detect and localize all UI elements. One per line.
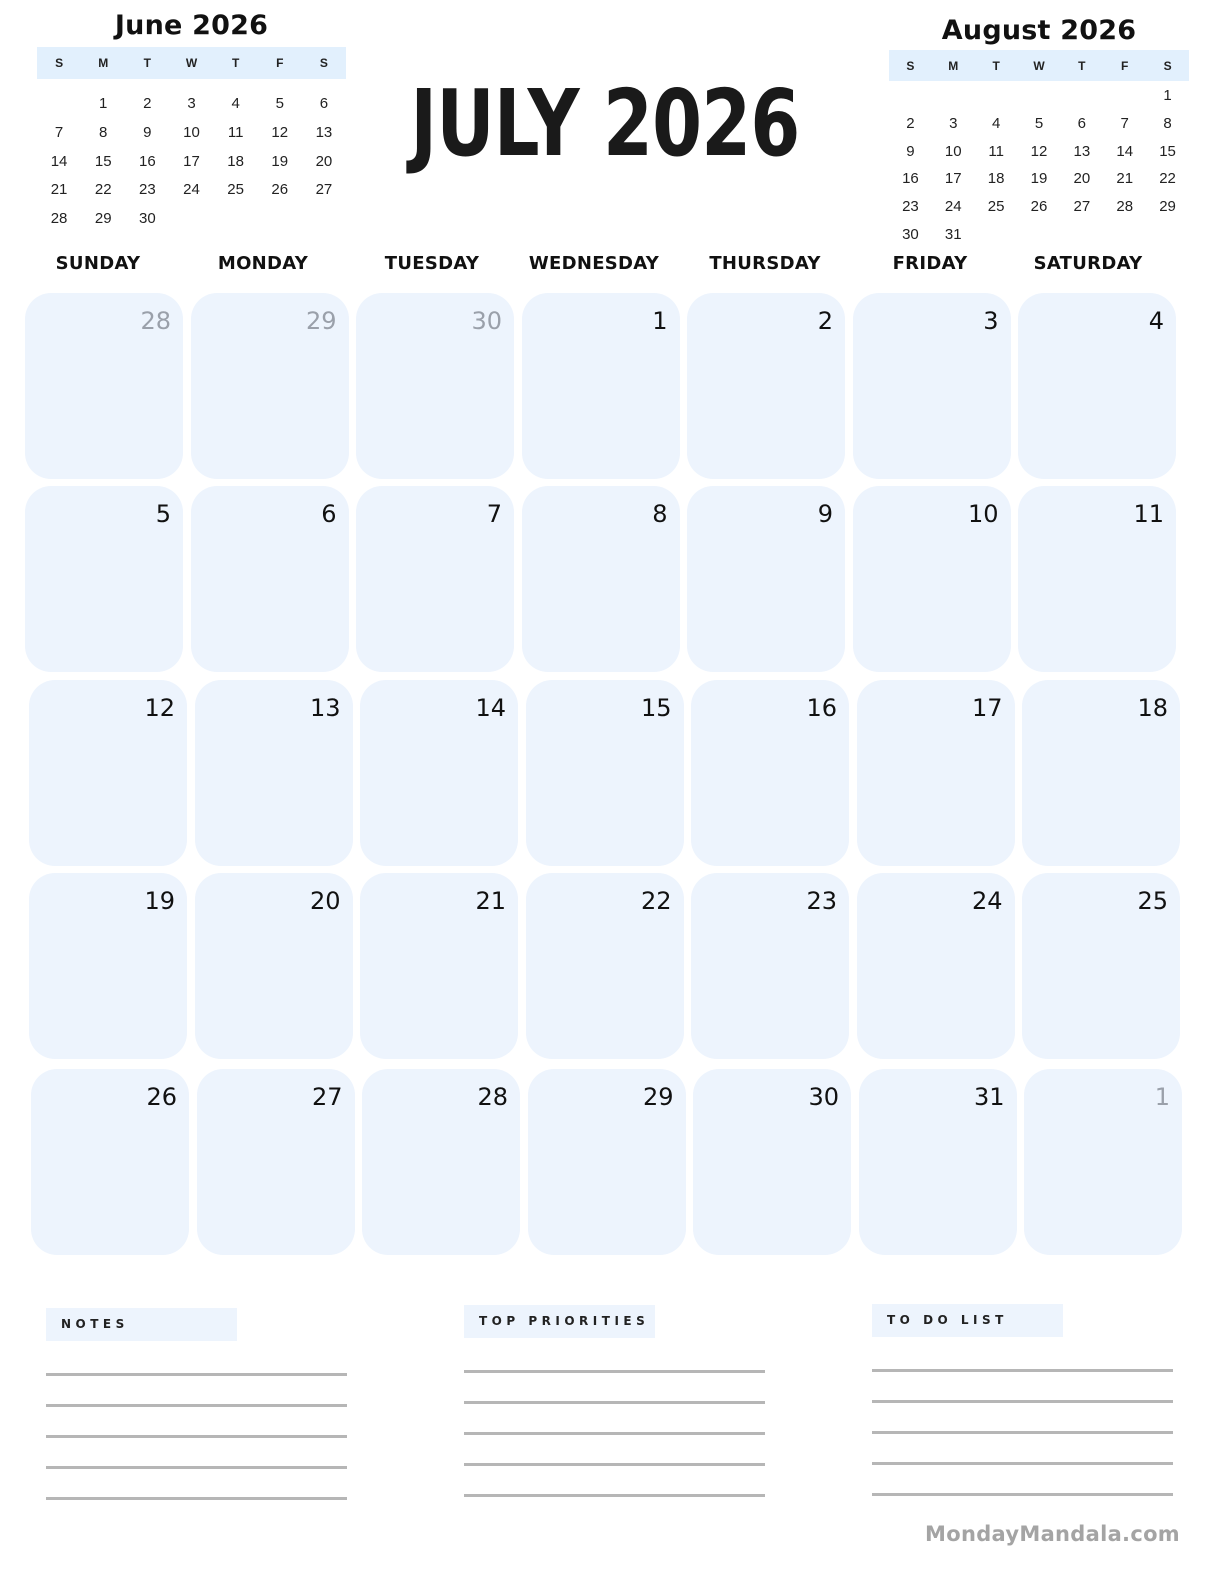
mini-day: 17 (944, 170, 962, 188)
mini-day: 19 (271, 152, 289, 170)
day-number: 21 (475, 887, 506, 915)
day-cell[interactable] (1024, 1069, 1182, 1255)
day-cell[interactable] (857, 873, 1015, 1059)
day-cell[interactable] (1022, 680, 1180, 866)
day-cell[interactable] (31, 1069, 189, 1255)
mini-day: 23 (139, 181, 156, 199)
mini-day (302, 205, 346, 234)
mini-day: 3 (187, 95, 196, 112)
top-priorities-section (464, 1305, 765, 1497)
day-cell[interactable] (25, 293, 183, 479)
writing-line (46, 1404, 347, 1407)
mini-day (1060, 221, 1103, 249)
day-cell[interactable] (687, 486, 845, 672)
mini-day (1018, 221, 1061, 249)
mini-day: 15 (1159, 142, 1176, 160)
day-cell[interactable] (197, 1069, 355, 1255)
todo-list-label: TO DO LIST (872, 1304, 1063, 1337)
day-cell[interactable] (853, 486, 1011, 672)
mini-day: 28 (50, 210, 68, 228)
mini-day: 12 (271, 123, 289, 141)
day-cell[interactable] (526, 873, 684, 1059)
mini-day (889, 82, 932, 110)
writing-line (872, 1493, 1173, 1496)
mini-day: 25 (227, 181, 244, 199)
day-cell[interactable] (857, 680, 1015, 866)
day-number: 5 (155, 500, 171, 528)
day-cell[interactable] (29, 873, 187, 1059)
mini-day: 4 (231, 95, 240, 112)
day-number: 1 (1154, 1083, 1170, 1111)
day-number: 28 (477, 1083, 508, 1111)
mini-day: 11 (988, 142, 1004, 160)
mini-day: 2 (906, 114, 915, 132)
day-number: 13 (309, 694, 341, 722)
day-cell[interactable] (362, 1069, 520, 1255)
top-priorities-label: TOP PRIORITIES (464, 1305, 655, 1338)
day-number: 8 (652, 500, 668, 528)
mini-weekday-label: T (1078, 58, 1086, 73)
day-number: 18 (1137, 694, 1168, 722)
day-number: 16 (806, 694, 837, 722)
mini-day: 15 (94, 152, 112, 170)
mini-day (1146, 221, 1189, 249)
day-cell[interactable] (859, 1069, 1017, 1255)
writing-line (46, 1373, 347, 1376)
day-number: 7 (486, 500, 502, 528)
day-cell[interactable] (25, 486, 183, 672)
mini-day: 9 (143, 123, 152, 141)
mini-day: 30 (902, 225, 919, 243)
day-cell[interactable] (687, 293, 845, 479)
day-number: 10 (967, 500, 999, 528)
day-cell[interactable] (360, 680, 518, 866)
mini-day: 11 (227, 123, 244, 141)
mini-calendar-weekday-row (889, 50, 1189, 81)
day-number: 1 (652, 307, 668, 335)
day-cell[interactable] (691, 680, 849, 866)
weekday-label: TUESDAY (384, 253, 480, 274)
mini-day: 17 (183, 152, 200, 170)
mini-day: 10 (944, 142, 962, 160)
day-number: 28 (140, 307, 171, 335)
weekday-label: FRIDAY (892, 253, 968, 274)
mini-day: 7 (1120, 114, 1129, 132)
mini-day: 25 (987, 198, 1005, 216)
day-cell[interactable] (195, 680, 353, 866)
mini-day: 19 (1030, 170, 1048, 188)
day-number: 20 (309, 887, 341, 915)
mini-day: 16 (902, 170, 919, 188)
mini-weekday-label: W (185, 56, 198, 70)
mini-day: 8 (1163, 114, 1172, 132)
mini-day (932, 82, 975, 110)
mini-calendar-days (889, 82, 1189, 249)
day-cell[interactable] (526, 680, 684, 866)
day-number: 30 (808, 1083, 839, 1111)
mini-day: 8 (99, 123, 108, 141)
day-cell[interactable] (522, 486, 680, 672)
day-cell[interactable] (1018, 486, 1176, 672)
mini-weekday-label: T (143, 56, 152, 70)
mini-calendar-title: August 2026 (941, 15, 1137, 46)
day-number: 29 (305, 307, 337, 335)
mini-day: 30 (139, 210, 156, 228)
day-number: 27 (311, 1083, 343, 1111)
mini-day: 14 (1116, 142, 1134, 160)
mini-day: 23 (902, 198, 919, 216)
notes-section (46, 1308, 347, 1500)
weekday-label: SUNDAY (55, 253, 141, 274)
writing-line (872, 1400, 1173, 1403)
mini-day (1103, 221, 1146, 249)
day-cell[interactable] (195, 873, 353, 1059)
day-cell[interactable] (356, 486, 514, 672)
day-cell[interactable] (522, 293, 680, 479)
weekday-header-row (18, 253, 1188, 279)
mini-day: 1 (1163, 87, 1172, 104)
day-number: 29 (642, 1083, 674, 1111)
mini-day: 13 (1073, 142, 1091, 160)
day-number: 4 (1148, 307, 1164, 335)
mini-day: 14 (50, 152, 68, 170)
day-number: 11 (1133, 500, 1164, 528)
mini-day (1060, 82, 1103, 110)
mini-day: 29 (94, 210, 112, 228)
day-number: 19 (144, 887, 175, 915)
mini-day: 13 (315, 123, 333, 141)
mini-weekday-label: M (98, 56, 109, 70)
day-number: 23 (806, 887, 837, 915)
day-number: 26 (146, 1083, 177, 1111)
writing-line (464, 1432, 765, 1435)
todo-list-section (872, 1304, 1173, 1496)
mini-day: 27 (1073, 198, 1091, 216)
day-number: 12 (144, 694, 175, 722)
mini-day: 27 (315, 181, 333, 199)
mini-day (975, 221, 1018, 249)
day-cell[interactable] (1018, 293, 1176, 479)
mini-calendar-june (37, 10, 346, 234)
mini-calendar-title: June 2026 (114, 10, 269, 41)
mini-day: 26 (1030, 198, 1048, 216)
mini-day: 16 (139, 152, 156, 170)
mini-day (214, 205, 258, 234)
writing-line (46, 1466, 347, 1469)
writing-line (46, 1497, 347, 1500)
mini-day: 7 (54, 123, 64, 141)
day-cell[interactable] (853, 293, 1011, 479)
day-number: 9 (817, 500, 833, 528)
writing-line (872, 1369, 1173, 1372)
mini-day: 29 (1159, 198, 1176, 216)
mini-day: 21 (1116, 170, 1134, 188)
day-cell[interactable] (528, 1069, 686, 1255)
mini-weekday-label: F (1121, 58, 1129, 73)
writing-line (464, 1401, 765, 1404)
mini-day: 20 (1073, 170, 1091, 188)
mini-day: 24 (183, 181, 200, 199)
mini-day: 22 (1159, 170, 1176, 188)
day-number: 15 (640, 694, 672, 722)
day-cell[interactable] (691, 873, 849, 1059)
mini-weekday-label: T (231, 56, 240, 70)
day-cell[interactable] (360, 873, 518, 1059)
day-cell[interactable] (191, 486, 349, 672)
weekday-label: SATURDAY (1033, 253, 1143, 274)
notes-label: NOTES (46, 1308, 237, 1341)
mini-day: 18 (987, 170, 1005, 188)
weekday-label: WEDNESDAY (528, 253, 660, 274)
mini-day: 22 (94, 181, 112, 199)
day-number: 2 (817, 307, 833, 335)
watermark: MondayMandala.com (925, 1522, 1180, 1546)
mini-weekday-label: W (1033, 58, 1045, 73)
day-number: 31 (973, 1083, 1005, 1111)
mini-day: 2 (143, 95, 152, 112)
mini-day (975, 82, 1018, 110)
weekday-label: THURSDAY (709, 253, 821, 274)
mini-day: 24 (944, 198, 962, 216)
writing-line (464, 1463, 765, 1466)
day-cell[interactable] (29, 680, 187, 866)
mini-weekday-label: F (276, 56, 284, 70)
day-cell[interactable] (1022, 873, 1180, 1059)
mini-day (169, 205, 213, 234)
mini-day: 1 (99, 95, 108, 112)
day-number: 24 (971, 887, 1003, 915)
mini-day (1018, 82, 1061, 110)
mini-day: 6 (1077, 114, 1087, 132)
page-title: JULY 2026 (410, 70, 800, 177)
writing-line (872, 1431, 1173, 1434)
day-number: 3 (983, 307, 999, 335)
mini-calendar-august (889, 15, 1189, 249)
mini-day: 26 (271, 181, 289, 199)
mini-day: 18 (227, 152, 244, 170)
day-number: 6 (321, 500, 337, 528)
mini-day (37, 90, 81, 119)
mini-weekday-label: T (992, 58, 1000, 73)
day-cell[interactable] (191, 293, 349, 479)
day-number: 17 (971, 694, 1003, 722)
mini-day: 20 (315, 152, 333, 170)
mini-day: 10 (183, 123, 200, 141)
day-number: 22 (640, 887, 672, 915)
mini-weekday-label: S (906, 58, 915, 73)
day-number: 30 (471, 307, 502, 335)
writing-line (464, 1494, 765, 1497)
day-number: 25 (1137, 887, 1168, 915)
mini-day: 9 (906, 142, 915, 160)
mini-day: 6 (319, 95, 329, 112)
mini-day: 28 (1116, 198, 1134, 216)
mini-weekday-label: S (1163, 58, 1172, 73)
mini-day: 12 (1030, 142, 1048, 160)
day-cell[interactable] (356, 293, 514, 479)
mini-day: 3 (949, 114, 958, 132)
mini-day: 31 (944, 225, 962, 243)
writing-line (464, 1370, 765, 1373)
mini-day (258, 205, 302, 234)
mini-weekday-label: S (319, 56, 328, 70)
mini-weekday-label: S (55, 56, 64, 70)
mini-day (1103, 82, 1146, 110)
day-number: 14 (475, 694, 506, 722)
mini-calendar-days (37, 90, 346, 234)
mini-weekday-label: M (948, 58, 959, 73)
writing-line (46, 1435, 347, 1438)
mini-day: 21 (50, 181, 68, 199)
day-cell[interactable] (693, 1069, 851, 1255)
mini-day: 4 (991, 114, 1001, 132)
writing-line (872, 1462, 1173, 1465)
mini-day: 5 (275, 95, 284, 112)
mini-calendar-weekday-row (37, 47, 346, 79)
weekday-label: MONDAY (217, 253, 309, 274)
mini-day: 5 (1034, 114, 1044, 132)
